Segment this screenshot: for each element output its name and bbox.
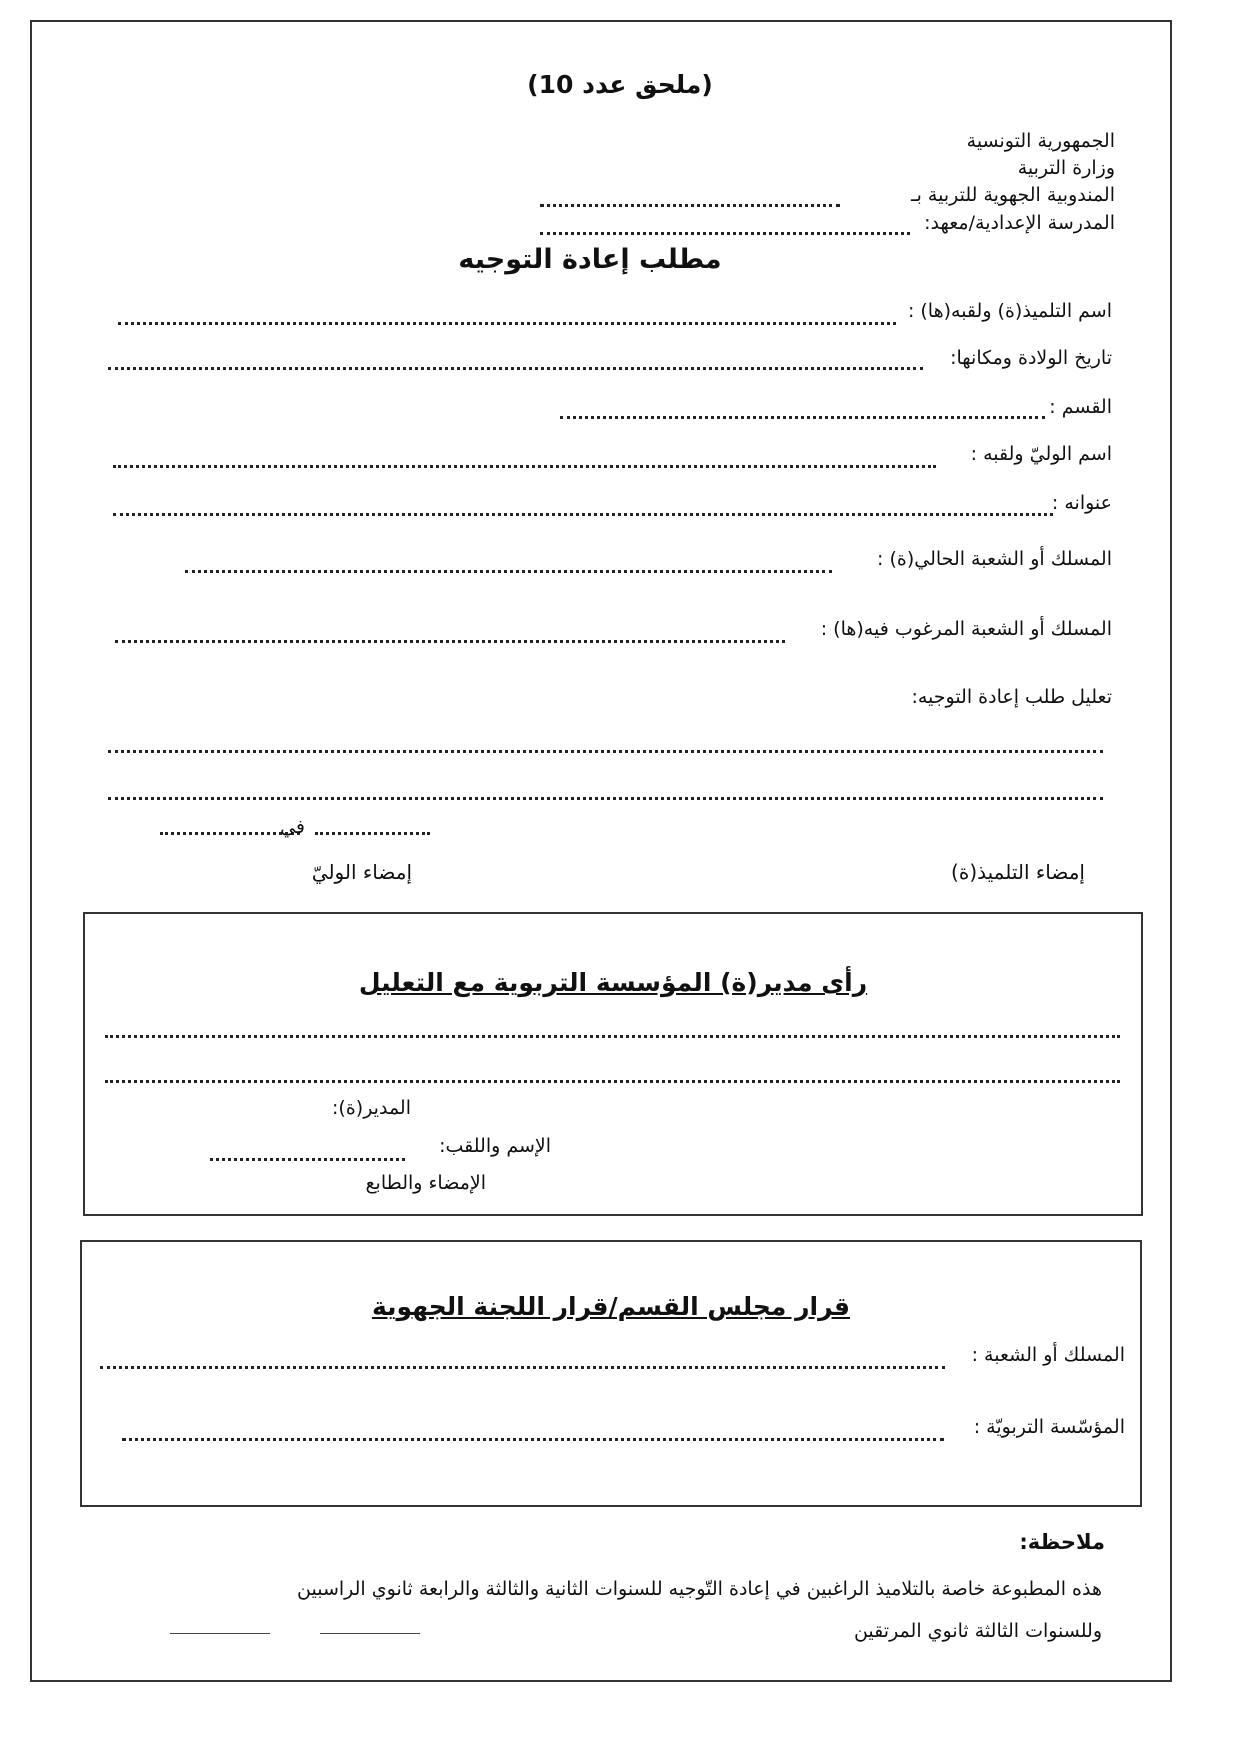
- council-institution-label: المؤسّسة التربويّة :: [973, 1416, 1125, 1438]
- note-label: ملاحظة:: [1019, 1530, 1105, 1554]
- council-box-title: قرار مجلس القسم/قرار اللجنة الجهوية: [372, 1292, 850, 1321]
- student-name-fill-line[interactable]: [118, 322, 896, 325]
- class-label: القسم :: [1049, 396, 1112, 418]
- annex-number: (ملحق عدد 10): [527, 70, 713, 99]
- director-opinion-box: [83, 912, 1143, 1216]
- director-opinion-fill-line-1[interactable]: [105, 1035, 1120, 1038]
- guardian-label: اسم الوليّ ولقبه :: [970, 443, 1112, 465]
- director-label: المدير(ة):: [332, 1097, 411, 1119]
- director-opinion-fill-line-2[interactable]: [105, 1080, 1120, 1083]
- guardian-fill-line[interactable]: [113, 465, 936, 468]
- header-regional: المندوبية الجهوية للتربية بـ: [911, 184, 1115, 206]
- justification-fill-line-1[interactable]: [108, 750, 1103, 753]
- date-fill-line-left[interactable]: [160, 832, 300, 835]
- address-label: عنوانه :: [1051, 492, 1112, 514]
- student-name-label: اسم التلميذ(ة) ولقبه(ها) :: [907, 300, 1112, 322]
- guardian-signature-label: إمضاء الوليّ: [311, 860, 412, 884]
- school-fill-line[interactable]: [540, 232, 910, 235]
- council-track-label: المسلك أو الشعبة :: [971, 1344, 1125, 1366]
- current-track-label: المسلك أو الشعبة الحالي(ة) :: [877, 548, 1112, 570]
- place-fill-line[interactable]: [315, 832, 430, 835]
- justification-label: تعليل طلب إعادة التوجيه:: [911, 686, 1112, 708]
- class-fill-line[interactable]: [560, 416, 1045, 419]
- council-institution-fill-line[interactable]: [122, 1438, 944, 1441]
- form-title: مطلب إعادة التوجيه: [458, 244, 722, 275]
- note-dash-1: [170, 1633, 270, 1634]
- justification-fill-line-2[interactable]: [108, 797, 1103, 800]
- student-signature-label: إمضاء التلميذ(ة): [951, 860, 1085, 884]
- header-school: المدرسة الإعدادية/معهد:: [924, 212, 1115, 234]
- regional-fill-line[interactable]: [540, 204, 840, 207]
- at-label: في: [280, 816, 305, 838]
- address-fill-line[interactable]: [113, 513, 1053, 516]
- council-track-fill-line[interactable]: [100, 1366, 945, 1369]
- header-republic: الجمهورية التونسية: [966, 130, 1115, 152]
- desired-track-label: المسلك أو الشعبة المرغوب فيه(ها) :: [820, 618, 1112, 640]
- desired-track-fill-line[interactable]: [115, 640, 785, 643]
- note-dash-2: [320, 1633, 420, 1634]
- current-track-fill-line[interactable]: [185, 570, 832, 573]
- director-stamp-label: الإمضاء والطابع: [365, 1172, 486, 1194]
- council-decision-box: [80, 1240, 1142, 1507]
- director-name-fill-line[interactable]: [210, 1158, 405, 1161]
- note-line-1: هذه المطبوعة خاصة بالتلاميذ الراغبين في إعادة التّوجيه للسنوات الثانية والثالثة والرابعة ثانوي الراسبين: [297, 1578, 1102, 1600]
- birth-fill-line[interactable]: [108, 367, 923, 370]
- note-line-2: وللسنوات الثالثة ثانوي المرتقين: [853, 1620, 1102, 1642]
- birth-label: تاريخ الولادة ومكانها:: [950, 347, 1112, 369]
- director-box-title: رأى مدير(ة) المؤسسة التربوية مع التعليل: [358, 968, 868, 997]
- director-name-label: الإسم واللقب:: [439, 1135, 551, 1157]
- header-ministry: وزارة التربية: [1017, 157, 1115, 179]
